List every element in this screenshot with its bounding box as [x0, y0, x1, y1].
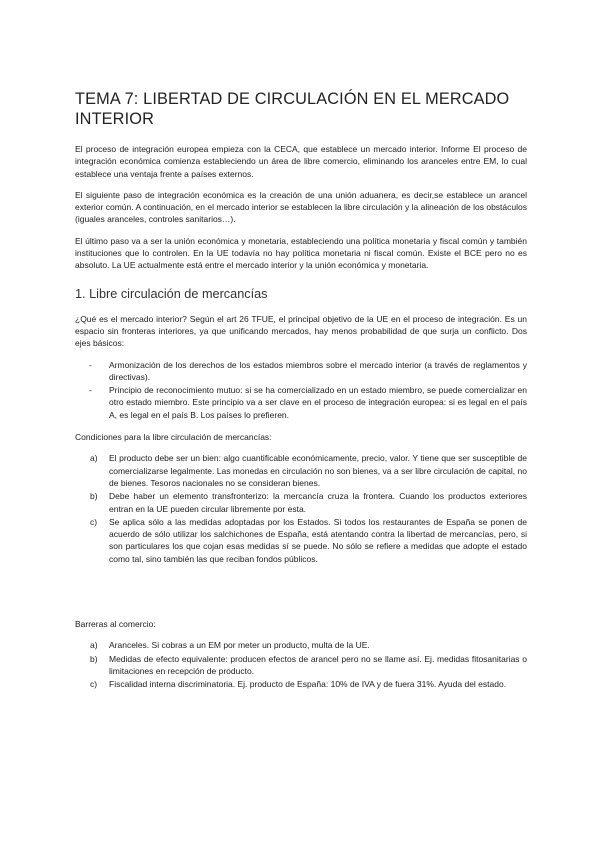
- list-item-text: Fiscalidad interna discriminatoria. Ej. producto de España: 10% de IVA y de fuera 31%. Ayuda del estado.: [109, 679, 507, 690]
- list-marker: b): [90, 491, 98, 502]
- barriers-list: [75, 639, 527, 690]
- list-marker: c): [90, 679, 98, 690]
- list-marker: a): [90, 453, 98, 464]
- list-item: [75, 653, 527, 678]
- list-marker: -: [89, 359, 92, 370]
- intro-paragraph: El último paso va a ser la unión económica y monetaria, estableciendo una política monetaria y fiscal común y también instituciones que lo controlen. En la UE todavía no hay política monetaria ni fiscal común. Existe el BCE pero no es absoluto. La UE actualmente está entre el mercado interior y la unión económica y monetaria.: [75, 235, 527, 271]
- list-marker: -: [89, 385, 92, 396]
- list-item-text: El producto debe ser un bien: algo cuantificable económicamente, precio, valor. Y tiene que ser susceptible de comercializarse legalmente. Las monedas en circulación no son bienes, va a ser libre circulación de capital, no de bienes. Tesoros nacionales no se consideran bienes.: [109, 453, 527, 488]
- list-item: [75, 359, 527, 384]
- axes-list: [75, 359, 527, 421]
- conditions-list: [75, 452, 527, 565]
- list-item: [75, 678, 527, 690]
- list-marker: b): [90, 653, 98, 664]
- section-question: ¿Qué es el mercado interior? Según el art 26 TFUE, el principal objetivo de la UE en el proceso de integración. Es un espacio sin fronteras interiores, ya que unificando mercados, hay menos probabilidad de que surja un conflicto. Dos ejes básicos:: [75, 313, 527, 349]
- intro-paragraph: El proceso de integración europea empieza con la CECA, que establece un mercado interior. Informe El proceso de integración económica comienza estableciendo un área de libre comercio, eliminando los aranceles entre EM, lo cual establece una ventaja frente a países externos.: [75, 144, 527, 179]
- document-body: [75, 89, 527, 701]
- section-heading: 1. Libre circulación de mercancías: [75, 286, 268, 301]
- list-item-text: Principio de reconocimiento mutuo: si se ha comercializado en un estado miembro, se puede comercializar en otro estado miembro. Este principio va a ser clave en el proceso de integración europea: si es legal en el país A, es legal en el país B. Los países lo prefieren.: [109, 385, 527, 420]
- list-item-text: Debe haber un elemento transfronterizo: la mercancía cruza la frontera. Cuando los productos exteriores entran en la UE pueden circular libremente por esta.: [109, 491, 527, 514]
- list-item: [75, 384, 527, 421]
- list-marker: a): [90, 640, 98, 651]
- list-item-text: Armonización de los derechos de los estados miembros sobre el mercado interior (a través de reglamentos y directivas).: [109, 359, 527, 382]
- list-item: [75, 452, 527, 489]
- list-item: [75, 639, 527, 651]
- list-item: [75, 490, 527, 515]
- list-marker: c): [90, 516, 98, 527]
- conditions-intro: Condiciones para la libre circulación de mercancías:: [75, 432, 272, 443]
- barriers-intro: Barreras al comercio:: [75, 619, 156, 630]
- page-title: TEMA 7: LIBERTAD DE CIRCULACIÓN EN EL MERCADO INTERIOR: [75, 90, 510, 128]
- list-item: [75, 516, 527, 565]
- spacer: [75, 575, 527, 618]
- intro-paragraph: El siguiente paso de integración económica es la creación de una unión aduanera, es decir,se establece un arancel exterior común. A continuación, en el mercado interior se establecen la libre circulación y la alineación de los obstáculos (iguales aranceles, controles sanitarios…).: [75, 189, 527, 225]
- list-item-text: Se aplica sólo a las medidas adoptadas por los Estados. Si todos los restaurantes de España se ponen de acuerdo de sólo utilizar los salchichones de España, está atentando contra la libertad de mercancías, pero, si son particulares los que cojan esas medidas sí se puede. No sólo se refiere a medidas que adopte el estado como tal, sino también las que reciban fondos públicos.: [109, 516, 527, 564]
- list-item-text: Medidas de efecto equivalente: producen efectos de arancel pero no se llame así. Ej. medidas fitosanitarias o limitaciones en recepción de producto.: [109, 653, 527, 676]
- list-item-text: Aranceles. Si cobras a un EM por meter un producto, multa de la UE.: [109, 640, 370, 651]
